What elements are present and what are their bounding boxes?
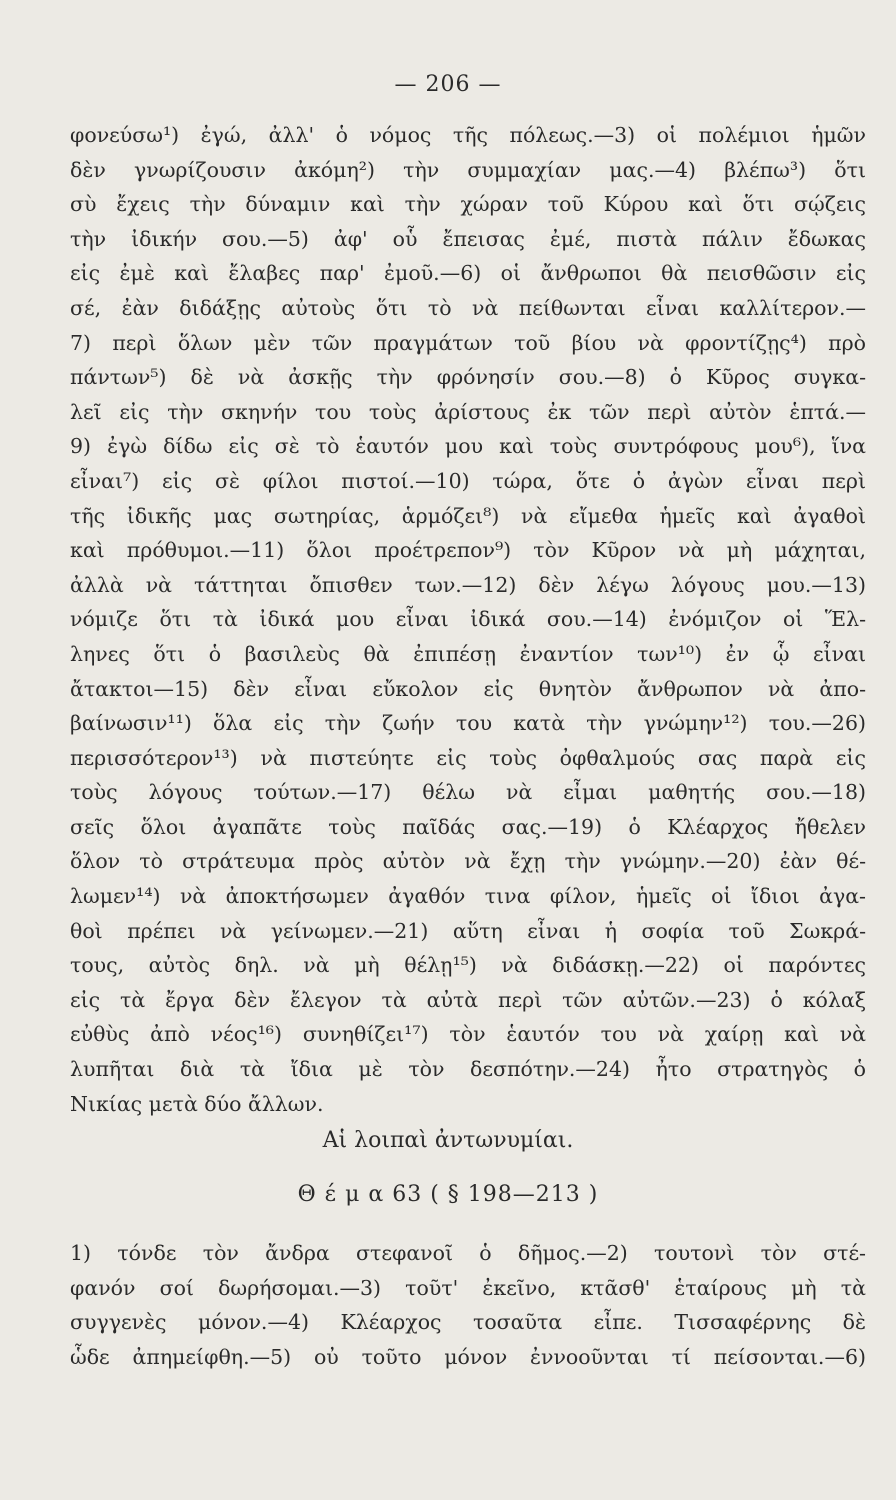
text-line: φανόν σοί δωρήσομαι.—3) τοῦτ' ἐκεῖνο, κτᾶσθ' ἑταίρους μὴ τὰ <box>70 1275 866 1300</box>
text-line: τῆς ἰδικῆς μας σωτηρίας, ἁρμόζει⁸) νὰ εἴμεθα ἡμεῖς καὶ ἀγαθοὶ <box>70 503 866 528</box>
text-line: εἰς ἐμὲ καὶ ἔλαβες παρ' ἐμοῦ.—6) οἱ ἄνθρωποι θὰ πεισθῶσιν εἰς <box>70 261 866 286</box>
page-number: — 206 — <box>394 72 502 97</box>
text-line: ληνες ὅτι ὁ βασιλεὺς θὰ ἐπιπέσῃ ἐναντίον των¹⁰) ἐν ᾧ εἶναι <box>70 641 866 666</box>
theme-heading: Θ έ μ α 63 ( § 198—213 ) <box>297 1182 599 1207</box>
text-line: δὲν γνωρίζουσιν ἀκόμη²) τὴν συμμαχίαν μας.—4) βλέπω³) ὅτι <box>70 157 866 182</box>
text-line: λεῖ εἰς τὴν σκηνήν του τοὺς ἀρίστους ἐκ τῶν περὶ αὐτὸν ἑπτά.— <box>70 399 866 424</box>
text-line: Νικίας μετὰ δύο ἄλλων. <box>70 1091 324 1116</box>
exercise-text <box>70 1236 866 1374</box>
text-line: νόμιζε ὅτι τὰ ἰδικά μου εἶναι ἰδικά σου.—14) ἐνόμιζον οἱ Ἕλ- <box>70 607 866 632</box>
text-line: 9) ἐγὼ δίδω εἰς σὲ τὸ ἑαυτόν μου καὶ τοὺς συντρόφους μου⁶), ἵνα <box>70 434 866 459</box>
text-line: καὶ πρόθυμοι.—11) ὅλοι προέτρεπον⁹) τὸν Κῦρον νὰ μὴ μάχηται, <box>70 538 866 563</box>
body-text <box>70 118 866 1121</box>
text-line: εἰς τὰ ἔργα δὲν ἔλεγον τὰ αὐτὰ περὶ τῶν αὐτῶν.—23) ὁ κόλαξ <box>70 987 866 1012</box>
text-line: σὺ ἔχεις τὴν δύναμιν καὶ τὴν χώραν τοῦ Κύρου καὶ ὅτι σῴζεις <box>70 192 866 217</box>
text-line: σεῖς ὅλοι ἀγαπᾶτε τοὺς παῖδάς σας.—19) ὁ Κλέαρχος ἤθελεν <box>70 814 866 839</box>
text-line: πάντων⁵) δὲ νὰ ἀσκῇς τὴν φρόνησίν σου.—8) ὁ Κῦρος συγκα- <box>70 365 866 390</box>
text-line: 1) τόνδε τὸν ἄνδρα στεφανοῖ ὁ δῆμος.—2) τουτονὶ τὸν στέ- <box>70 1241 866 1265</box>
text-line: ἀλλὰ νὰ τάττηται ὄπισθεν των.—12) δὲν λέγω λόγους μου.—13) <box>70 572 866 597</box>
text-line: τὴν ἰδικήν σου.—5) ἀφ' οὗ ἔπεισας ἐμέ, πιστὰ πάλιν ἔδωκας <box>70 226 866 251</box>
text-line: περισσότερον¹³) νὰ πιστεύητε εἰς τοὺς ὀφθαλμούς σας παρὰ εἰς <box>70 745 866 770</box>
text-line: φονεύσω¹) ἐγώ, ἀλλ' ὁ νόμος τῆς πόλεως.—3) οἱ πολέμιοι ἡμῶν <box>70 123 866 147</box>
text-line: τοὺς λόγους τούτων.—17) θέλω νὰ εἶμαι μαθητής σου.—18) <box>70 780 866 805</box>
text-line: εὐθὺς ἀπὸ νέος¹⁶) συνηθίζει¹⁷) τὸν ἑαυτόν του νὰ χαίρῃ καὶ νὰ <box>70 1022 866 1047</box>
section-title: Αἱ λοιπαὶ ἀντωνυμίαι. <box>322 1128 574 1153</box>
text-line: τους, αὐτὸς δηλ. νὰ μὴ θέλῃ¹⁵) νὰ διδάσκῃ.—22) οἱ παρόντες <box>70 953 866 978</box>
text-line: σέ, ἐὰν διδάξῃς αὐτοὺς ὅτι τὸ νὰ πείθωνται εἶναι καλλίτερον.— <box>70 295 866 320</box>
text-line: 7) περὶ ὅλων μὲν τῶν πραγμάτων τοῦ βίου νὰ φροντίζῃς⁴) πρὸ <box>70 330 866 355</box>
text-line: βαίνωσιν¹¹) ὅλα εἰς τὴν ζωήν του κατὰ τὴν γνώμην¹²) του.—26) <box>70 711 866 736</box>
text-line: ἄτακτοι—15) δὲν εἶναι εὔκολον εἰς θνητὸν ἄνθρωπον νὰ ἀπο- <box>70 676 866 701</box>
text-line: λωμεν¹⁴) νὰ ἀποκτήσωμεν ἀγαθόν τινα φίλον, ἡμεῖς οἱ ἴδιοι ἀγα- <box>70 884 866 909</box>
text-line: θοὶ πρέπει νὰ γείνωμεν.—21) αὕτη εἶναι ἡ σοφία τοῦ Σωκρά- <box>70 918 866 943</box>
text-line: ὧδε ἀπημείφθη.—5) οὐ τοῦτο μόνον ἐννοοῦνται τί πείσονται.—6) <box>70 1344 866 1369</box>
text-line: ὅλον τὸ στράτευμα πρὸς αὐτὸν νὰ ἔχῃ τὴν γνώμην.—20) ἐὰν θέ- <box>70 849 866 874</box>
text-line: λυπῆται διὰ τὰ ἴδια μὲ τὸν δεσπότην.—24) ἦτο στρατηγὸς ὁ <box>70 1057 866 1082</box>
text-line: συγγενὲς μόνον.—4) Κλέαρχος τοσαῦτα εἶπε. Τισσαφέρνης δὲ <box>70 1310 866 1335</box>
text-line: εἶναι⁷) εἰς σὲ φίλοι πιστοί.—10) τώρα, ὅτε ὁ ἀγὼν εἶναι περὶ <box>70 468 866 493</box>
